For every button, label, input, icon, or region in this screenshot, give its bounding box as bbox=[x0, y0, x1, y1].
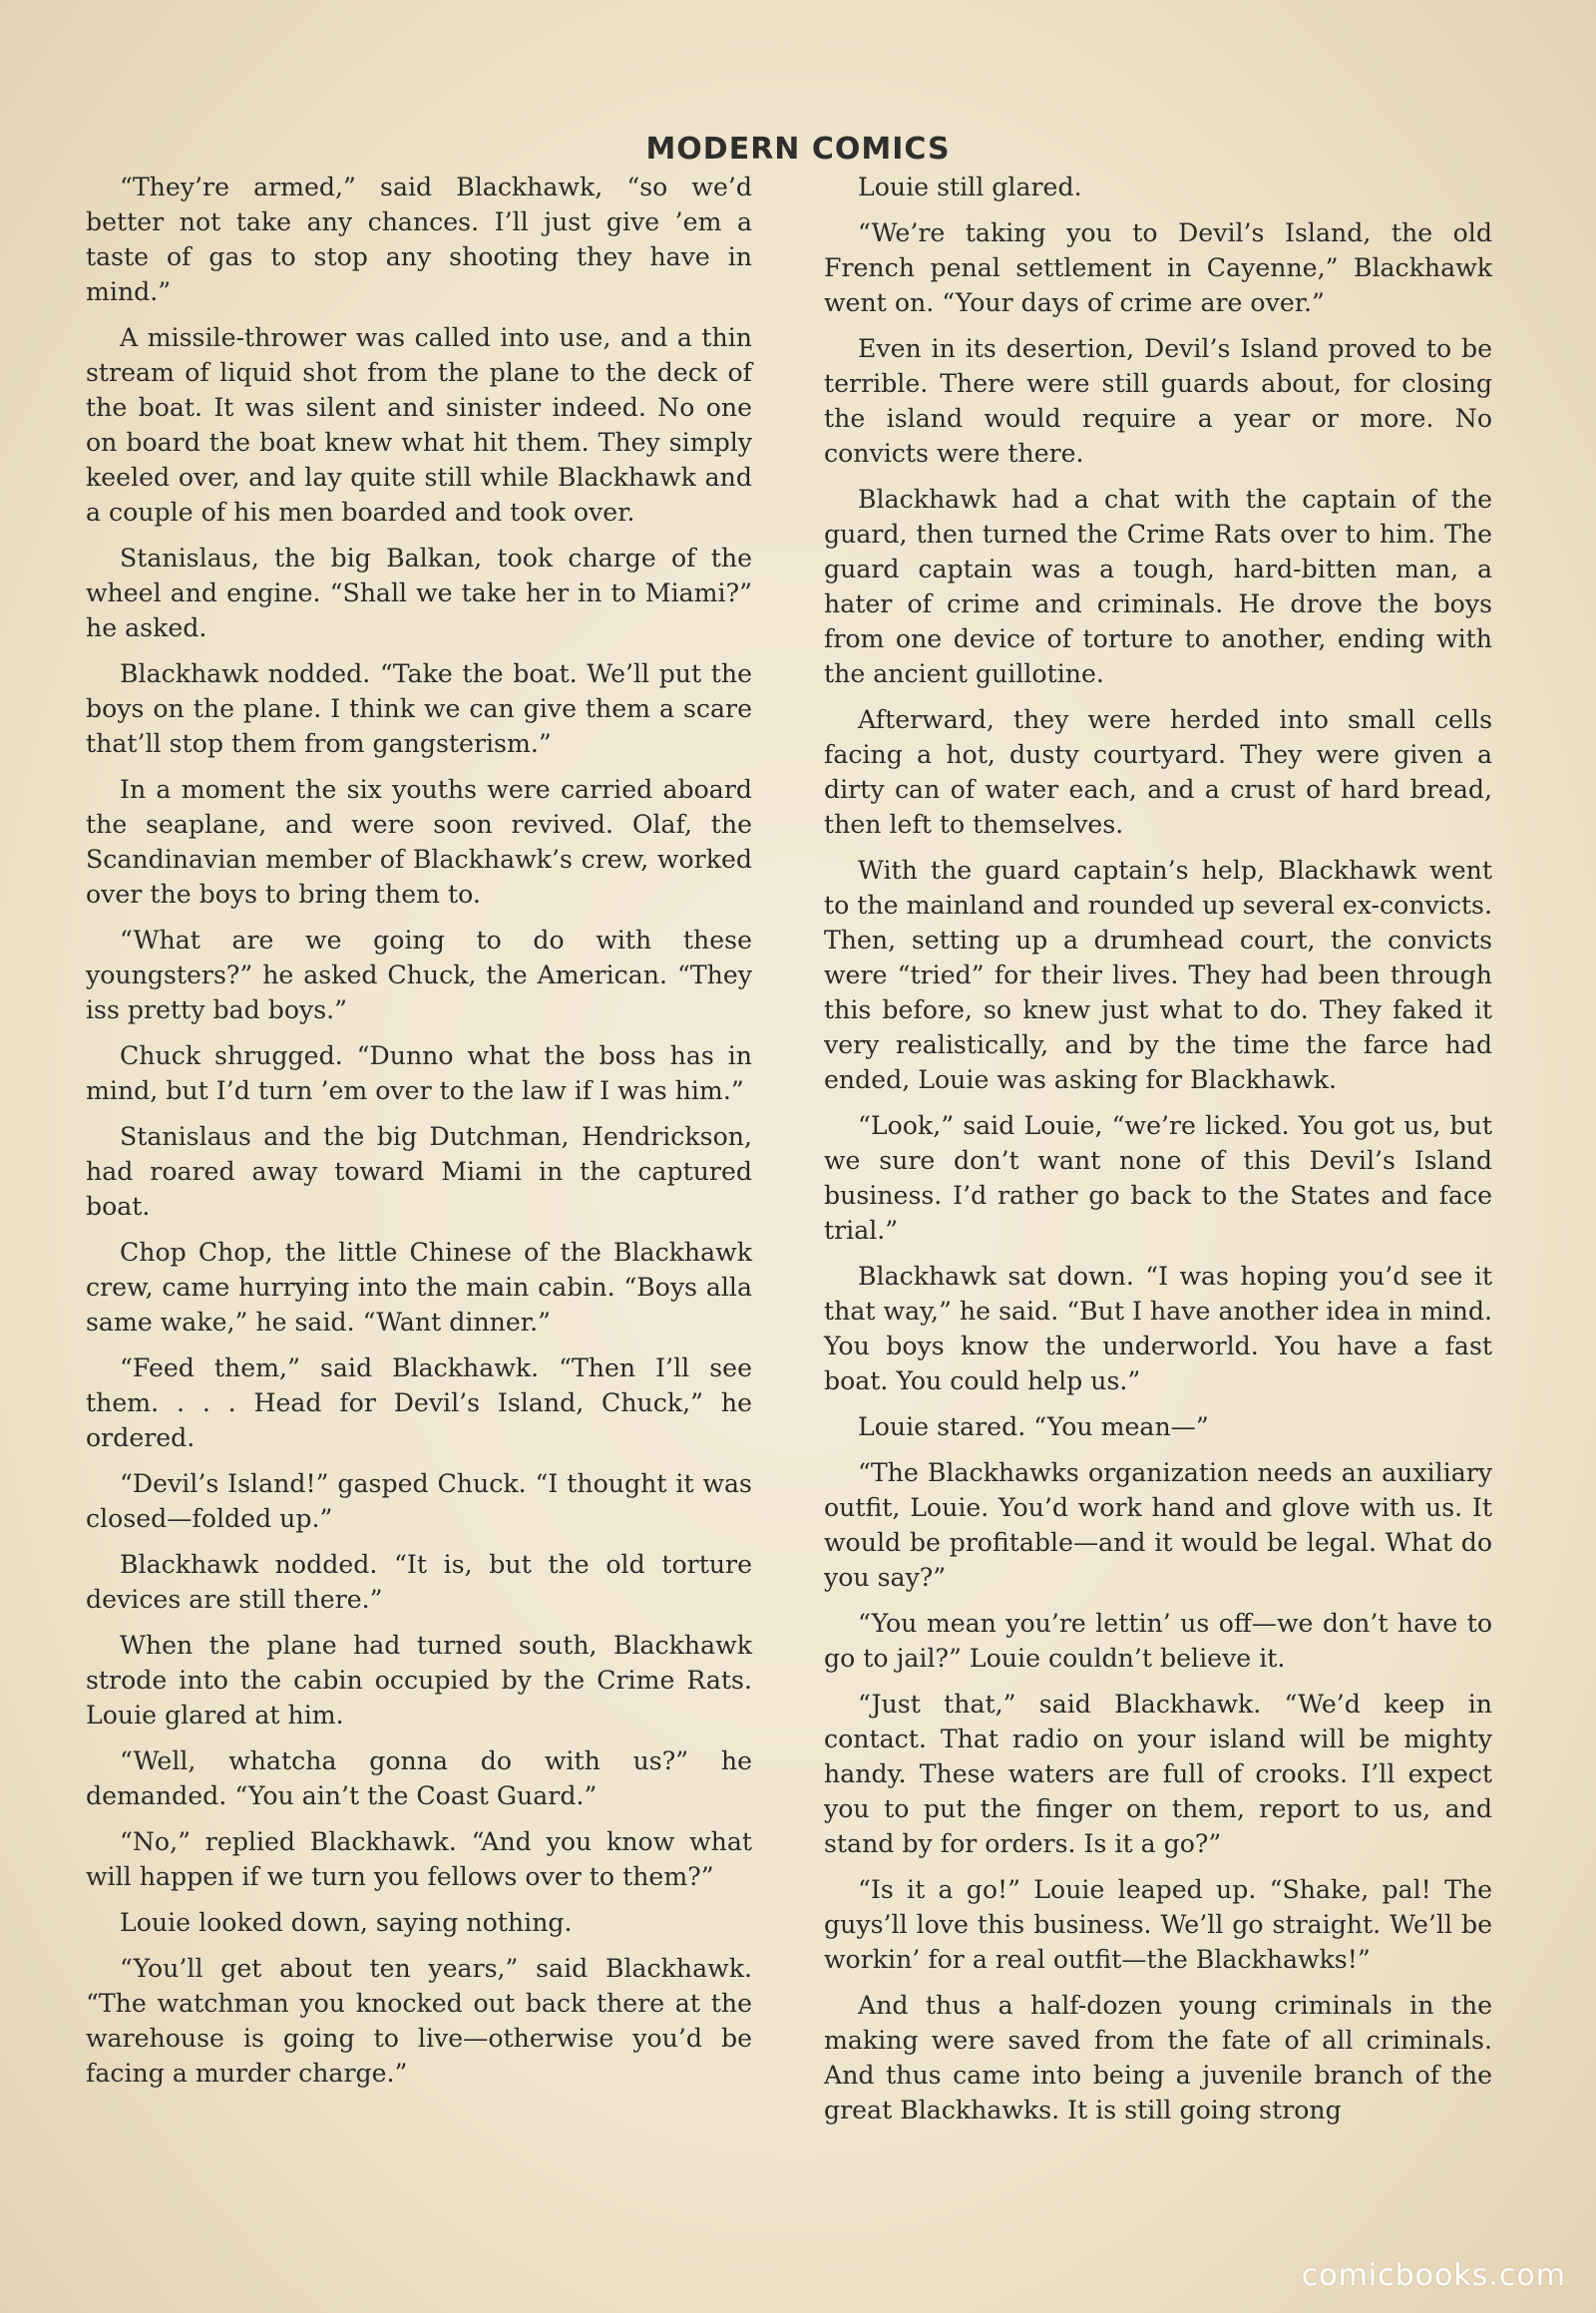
paragraph: Stanislaus, the big Balkan, took charge of the wheel and engine. “Shall we take her in to Miami?” he asked. bbox=[86, 544, 752, 642]
paragraph: “Feed them,” said Blackhawk. “Then I’ll see them. . . . Head for Devil’s Island, Chuck,” he ordered. bbox=[86, 1353, 752, 1452]
paragraph: “Is it a go!” Louie leaped up. “Shake, pal! The guys’ll love this business. We’ll go straight. We’ll be workin’ for a real outfit—the Blackhawks!” bbox=[824, 1875, 1492, 1974]
paragraph: And thus a half-dozen young criminals in the making were saved from the fate of all criminals. And thus came into being a juvenile branch of the great Blackhawks. It is still going strong bbox=[824, 1991, 1492, 2124]
paragraph: “What are we going to do with these youngsters?” he asked Chuck, the American. “They iss pretty bad boys.” bbox=[86, 926, 752, 1024]
paragraph: “Look,” said Louie, “we’re licked. You got us, but we sure don’t want none of this Devil’s Island business. I’d rather go back to the States and face trial.” bbox=[824, 1111, 1492, 1245]
paragraph: “The Blackhawks organization needs an auxiliary outfit, Louie. You’d work hand and glove with us. It would be profitable—and it would be legal. What do you say?” bbox=[824, 1458, 1492, 1592]
paragraph: “Devil’s Island!” gasped Chuck. “I thought it was closed—folded up.” bbox=[86, 1469, 752, 1533]
paragraph: Blackhawk nodded. “It is, but the old torture devices are still there.” bbox=[86, 1550, 752, 1614]
paragraph: Stanislaus and the big Dutchman, Hendrickson, had roared away toward Miami in the captured boat. bbox=[86, 1122, 752, 1221]
paragraph: “No,” replied Blackhawk. “And you know what will happen if we turn you fellows over to them?” bbox=[86, 1827, 752, 1891]
right-column bbox=[824, 170, 1492, 2138]
paragraph: Afterward, they were herded into small cells facing a hot, dusty courtyard. They were given a dirty can of water each, and a crust of hard bread, then left to themselves. bbox=[824, 705, 1492, 839]
paragraph: Blackhawk nodded. “Take the boat. We’ll put the boys on the plane. I think we can give them a scare that’ll stop them from gangsterism.” bbox=[86, 659, 752, 758]
paragraph: Blackhawk sat down. “I was hoping you’d see it that way,” he said. “But I have another idea in mind. You boys know the underworld. You have a fast boat. You could help us.” bbox=[824, 1262, 1492, 1395]
paragraph: A missile-thrower was called into use, and a thin stream of liquid shot from the plane to the deck of the boat. It was silent and sinister indeed. No one on board the boat knew what hit them. They simply keeled over, and lay quite still while Blackhawk and a couple of his men boarded and took over. bbox=[86, 323, 752, 527]
paragraph: “Well, whatcha gonna do with us?” he demanded. “You ain’t the Coast Guard.” bbox=[86, 1746, 752, 1810]
paragraph: When the plane had turned south, Blackhawk strode into the cabin occupied by the Crime Rats. Louie glared at him. bbox=[86, 1631, 752, 1730]
paragraph: Chop Chop, the little Chinese of the Blackhawk crew, came hurrying into the main cabin. “Boys alla same wake,” he said. “Want dinner.” bbox=[86, 1238, 752, 1337]
paragraph: “They’re armed,” said Blackhawk, “so we’d better not take any chances. I’ll just give ’em a taste of gas to stop any shooting they have in mind.” bbox=[86, 173, 752, 306]
watermark: comicbooks.com bbox=[1301, 2258, 1566, 2293]
paragraph: Chuck shrugged. “Dunno what the boss has in mind, but I’d turn ’em over to the law if I was him.” bbox=[86, 1041, 752, 1105]
page-header: MODERN COMICS bbox=[645, 132, 951, 167]
paragraph: “You mean you’re lettin’ us off—we don’t have to go to jail?” Louie couldn’t believe it. bbox=[824, 1609, 1492, 1673]
paragraph: Louie stared. “You mean—” bbox=[858, 1412, 1209, 1441]
paragraph: “You’ll get about ten years,” said Blackhawk. “The watchman you knocked out back there at the warehouse is going to live—otherwise you’d be facing a murder charge.” bbox=[86, 1954, 752, 2088]
paragraph: “We’re taking you to Devil’s Island, the old French penal settlement in Cayenne,” Blackhawk went on. “Your days of crime are over.” bbox=[824, 218, 1492, 317]
paragraph: Louie looked down, saying nothing. bbox=[120, 1908, 573, 1937]
paragraph: Louie still glared. bbox=[858, 173, 1082, 201]
paragraph: Even in its desertion, Devil’s Island proved to be terrible. There were still guards about, for closing the island would require a year or more. No convicts were there. bbox=[824, 334, 1492, 468]
left-column bbox=[86, 170, 752, 2102]
paragraph: Blackhawk had a chat with the captain of the guard, then turned the Crime Rats over to him. The guard captain was a tough, hard-bitten man, a hater of crime and criminals. He drove the boys from one device of torture to another, ending with the ancient guillotine. bbox=[824, 485, 1492, 688]
paragraph: “Just that,” said Blackhawk. “We’d keep in contact. That radio on your island will be mighty handy. These waters are full of crooks. I’ll expect you to put the finger on them, report to us, and stand by for orders. Is it a go?” bbox=[824, 1690, 1492, 1858]
paragraph: In a moment the six youths were carried aboard the seaplane, and were soon revived. Olaf, the Scandinavian member of Blackhawk’s crew, worked over the boys to bring them to. bbox=[86, 775, 752, 909]
paragraph: With the guard captain’s help, Blackhawk went to the mainland and rounded up several ex-convicts. Then, setting up a drumhead court, the convicts were “tried” for their lives. They had been through this before, so knew just what to do. They faked it very realistically, and by the time the farce had ended, Louie was asking for Blackhawk. bbox=[824, 856, 1492, 1094]
